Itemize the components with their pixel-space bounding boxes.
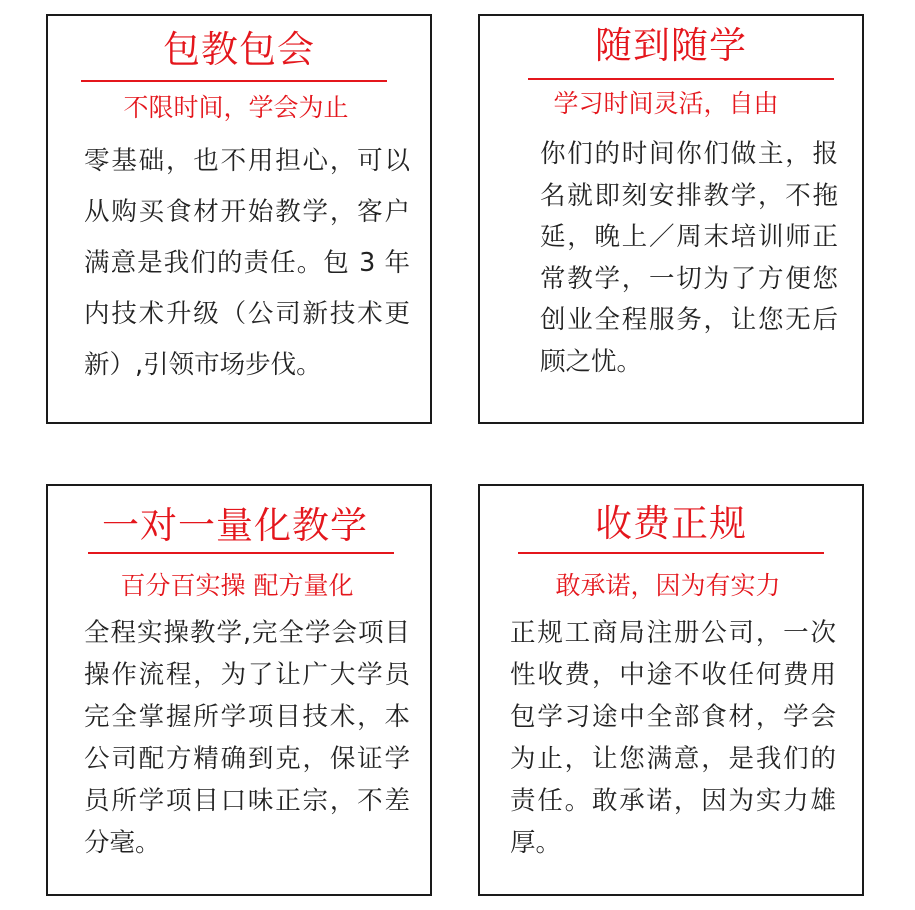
card-body: 零基础，也不用担心，可以从购买食材开始教学，客户满意是我们的责任。包 3 年内技术升级（公司新技术更新）,引领市场步伐。: [84, 146, 410, 380]
card-body: 你们的时间你们做主，报名就即刻安排教学，不拖延，晚上／周末培训师正常教学，一切为了方便您创业全程服务，让您无后顾之忧。: [540, 139, 838, 377]
card-subtitle: 敢承诺，因为有实力: [555, 571, 781, 600]
feature-card-flexible-schedule: [478, 14, 864, 424]
feature-card-regular-fees: [478, 484, 864, 896]
card-subtitle: 学习时间灵活，自由: [553, 89, 779, 118]
card-title: 包教包会: [163, 28, 315, 71]
card-subtitle: 百分百实操 配方量化: [120, 571, 354, 600]
card-title: 一对一量化教学: [102, 504, 368, 547]
title-divider: [88, 552, 394, 554]
feature-card-teach-until-learned: [46, 14, 432, 424]
card-title: 随到随学: [595, 24, 747, 67]
title-divider: [528, 78, 834, 80]
card-body: 全程实操教学,完全学会项目操作流程，为了让广大学员完全掌握所学项目技术，本公司配方精确到克，保证学员所学项目口味正宗，不差分毫。: [84, 618, 410, 858]
card-body: 正规工商局注册公司，一次性收费，中途不收任何费用包学习途中全部食材，学会为止，让您满意，是我们的责任。敢承诺，因为实力雄厚。: [510, 618, 836, 858]
card-subtitle: 不限时间，学会为止: [123, 93, 349, 122]
feature-card-one-on-one: [46, 484, 432, 896]
card-title: 收费正规: [595, 502, 747, 545]
title-divider: [81, 80, 387, 82]
title-divider: [518, 552, 824, 554]
